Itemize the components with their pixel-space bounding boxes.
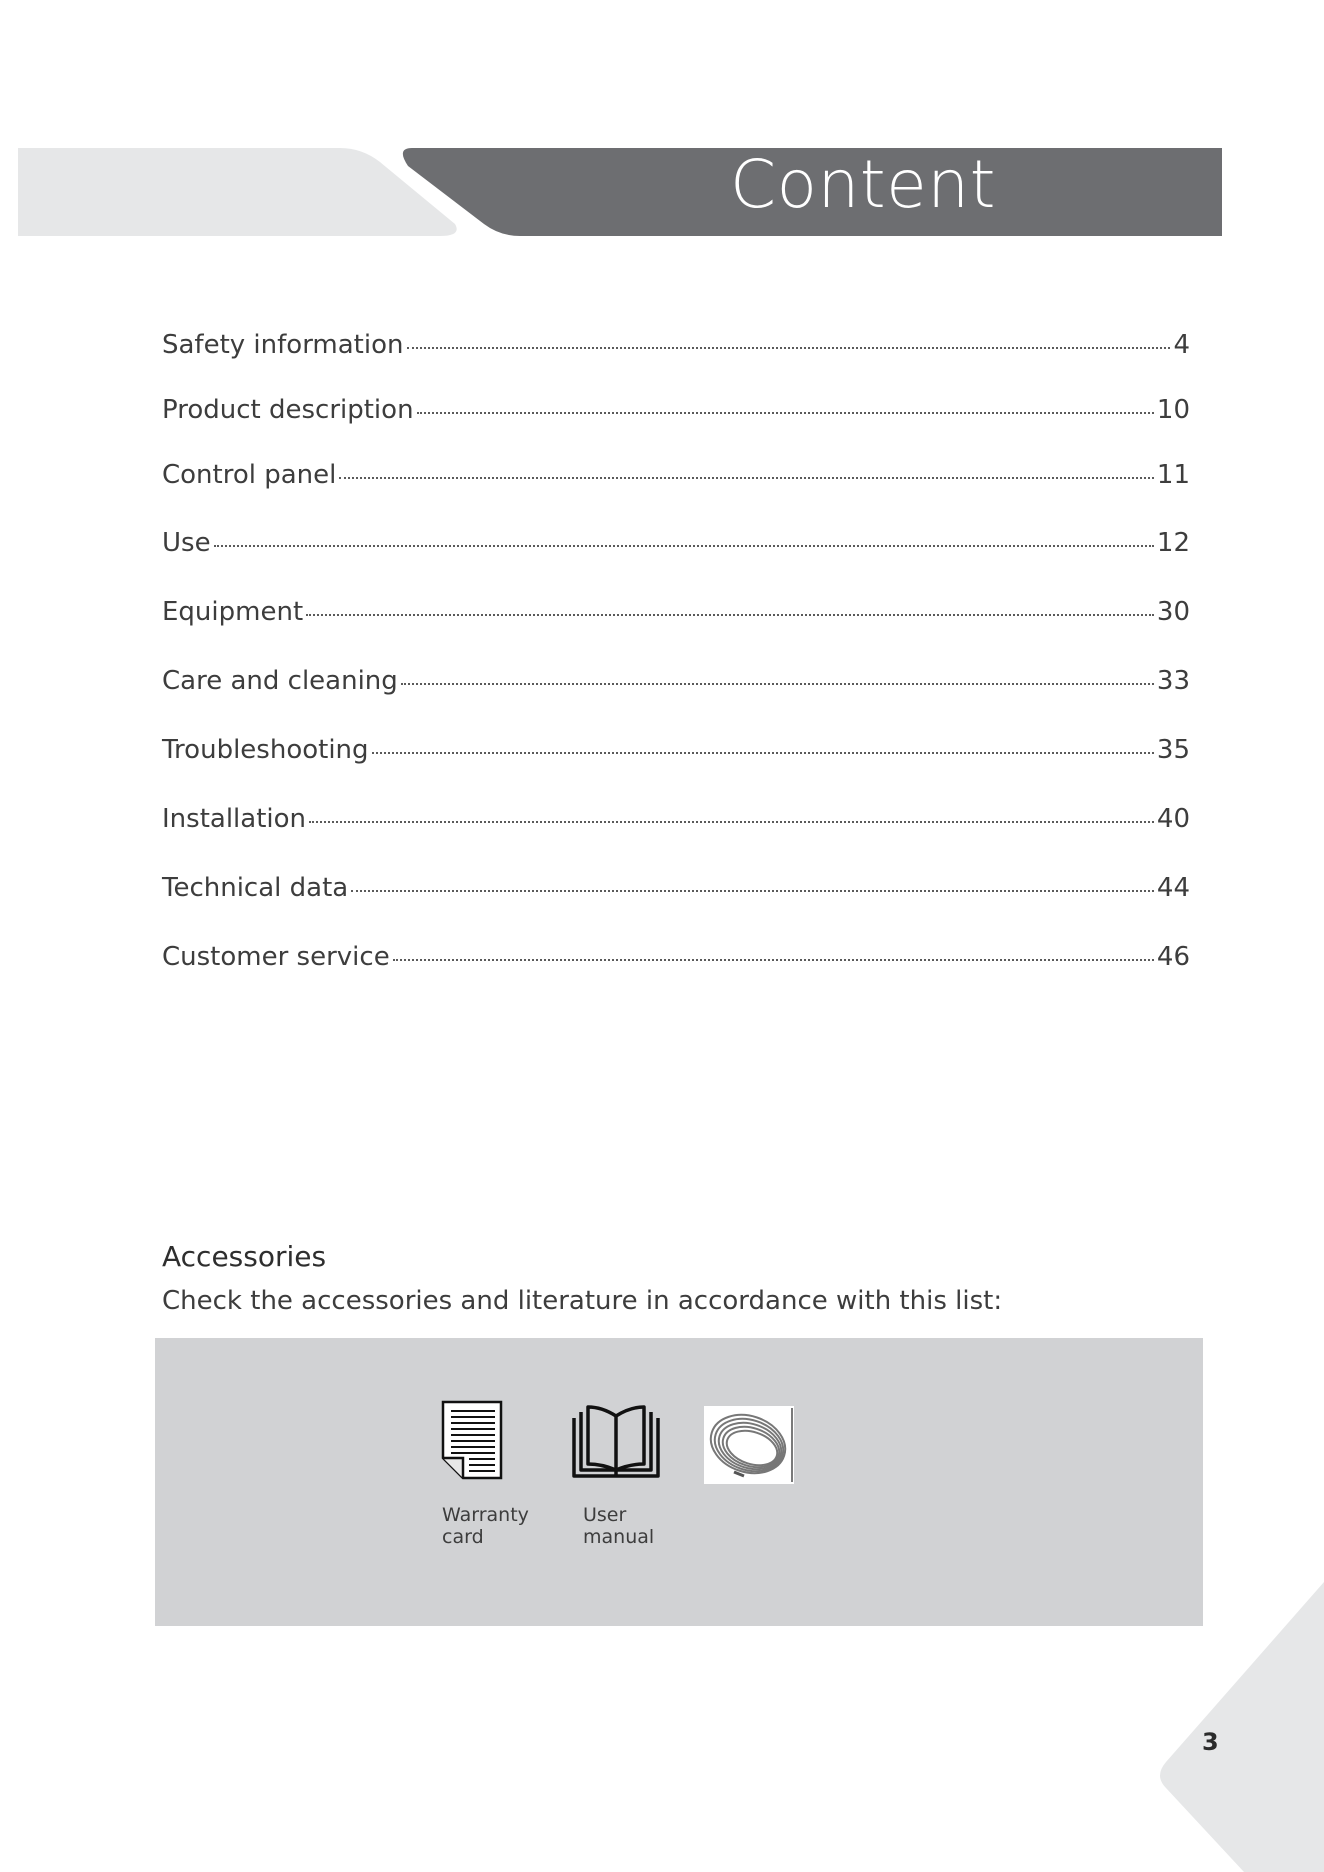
toc-label: Installation: [162, 804, 307, 834]
toc-page-number: 46: [1156, 942, 1190, 972]
toc-label: Product description: [162, 395, 414, 425]
toc-page-number: 44: [1156, 873, 1190, 903]
toc-label: Care and cleaning: [162, 666, 398, 696]
toc-leader-dots: [339, 477, 1154, 479]
toc-page-number: 35: [1156, 735, 1190, 765]
toc-page-number: 33: [1156, 666, 1190, 696]
page-title: Content: [730, 146, 996, 223]
toc-row-product-description[interactable]: [162, 395, 1190, 425]
toc-label: Customer service: [162, 942, 390, 972]
toc-leader-dots: [401, 683, 1154, 685]
toc-page-number: 30: [1156, 597, 1190, 627]
toc-row-customer-service[interactable]: [162, 942, 1190, 972]
toc-page-number: 10: [1156, 395, 1190, 425]
toc-leader-dots: [306, 614, 1154, 616]
toc-leader-dots: [407, 347, 1171, 349]
toc-label: Use: [162, 528, 211, 558]
toc-page-number: 40: [1156, 804, 1190, 834]
toc-label: Control panel: [162, 460, 337, 490]
toc-page-number: 4: [1173, 330, 1190, 360]
accessories-panel: [155, 1338, 1203, 1626]
toc-row-use[interactable]: [162, 528, 1190, 558]
toc-row-control-panel[interactable]: [162, 460, 1190, 490]
user-manual-label: User manual: [583, 1504, 655, 1548]
page-number: 3: [1202, 1728, 1219, 1756]
toc-row-care-and-cleaning[interactable]: [162, 666, 1190, 696]
toc-page-number: 11: [1156, 460, 1190, 490]
toc-row-installation[interactable]: [162, 804, 1190, 834]
toc-label: Technical data: [162, 873, 349, 903]
warranty-card-icon: [441, 1400, 503, 1480]
toc-row-troubleshooting[interactable]: [162, 735, 1190, 765]
toc-leader-dots: [372, 752, 1154, 754]
toc-row-technical-data[interactable]: [162, 873, 1190, 903]
toc-leader-dots: [309, 821, 1154, 823]
toc-label: Troubleshooting: [162, 735, 369, 765]
toc-page-number: 12: [1156, 528, 1190, 558]
toc-leader-dots: [417, 412, 1154, 414]
header-band: [0, 0, 1324, 260]
user-manual-icon: [571, 1404, 661, 1480]
accessories-description: Check the accessories and literature in accordance with this list:: [162, 1286, 1003, 1316]
warranty-card-label: Warranty card: [442, 1504, 529, 1548]
toc-row-equipment[interactable]: [162, 597, 1190, 627]
accessories-heading: Accessories: [162, 1240, 327, 1273]
toc-label: Equipment: [162, 597, 304, 627]
toc-leader-dots: [351, 890, 1154, 892]
hose-icon: [704, 1406, 794, 1484]
toc-leader-dots: [214, 545, 1154, 547]
toc-leader-dots: [393, 959, 1154, 961]
toc-row-safety-information[interactable]: [162, 330, 1190, 360]
toc-label: Safety information: [162, 330, 404, 360]
header-band-light: [18, 148, 457, 236]
corner-decoration: [1154, 1582, 1324, 1872]
